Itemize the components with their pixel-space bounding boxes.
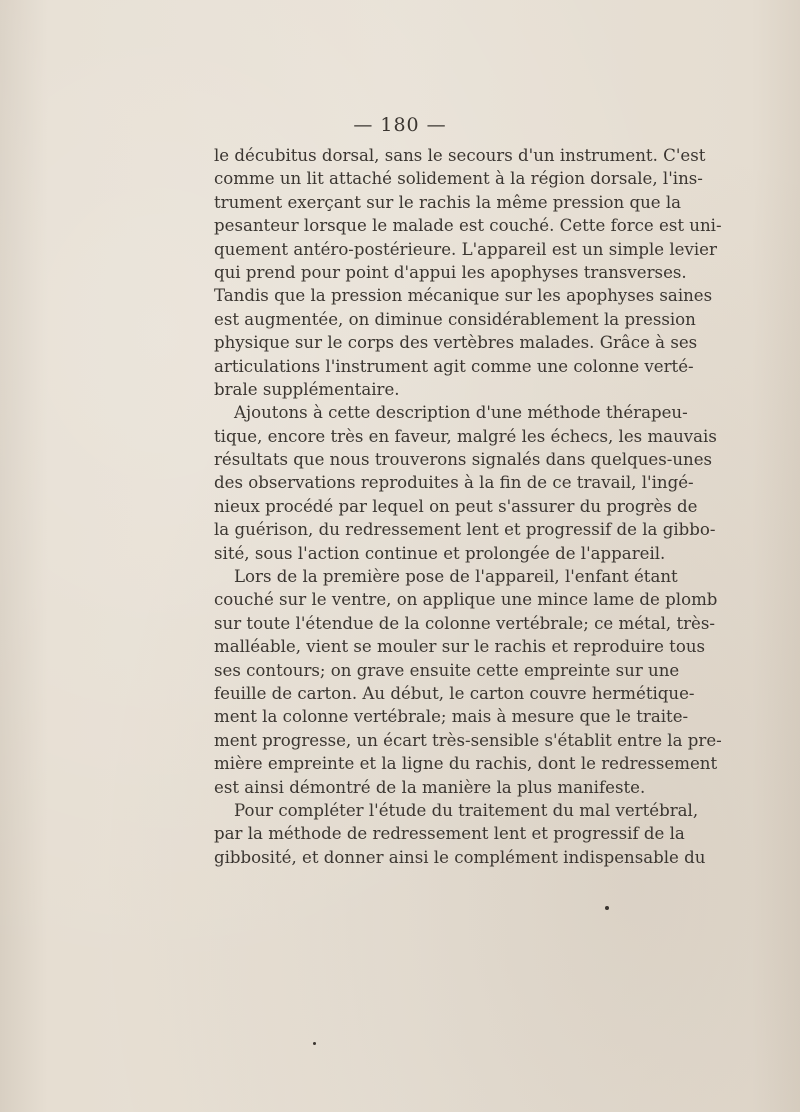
text-line: physique sur le corps des vertèbres malades. Grâce à ses <box>214 333 698 353</box>
text-line: qui prend pour point d'appui les apophyses transverses. <box>214 262 687 282</box>
text-line: le décubitus dorsal, sans le secours d'un instrument. C'est <box>214 146 706 165</box>
text-line: quement antéro-postérieure. L'appareil est un simple levier <box>214 239 717 259</box>
text-line: Ajoutons à cette description d'une méthode thérapeu- <box>234 403 688 423</box>
text-line: par la méthode de redressement lent et progressif de la <box>214 824 685 844</box>
text-line: sité, sous l'action continue et prolongée de l'appareil. <box>214 543 666 563</box>
body-text <box>214 144 722 869</box>
text-line: pesanteur lorsque le malade est couché. Cette force est uni- <box>214 216 722 236</box>
text-line: malléable, vient se mouler sur le rachis et reproduire tous <box>214 637 706 657</box>
text-line: ment la colonne vertébrale; mais à mesure que le traite- <box>214 707 689 727</box>
text-line: Lors de la première pose de l'appareil, l'enfant étant <box>234 567 678 587</box>
text-line: mière empreinte et la ligne du rachis, dont le redressement <box>214 754 718 774</box>
text-line: articulations l'instrument agit comme une colonne verté- <box>214 356 694 376</box>
page-number: — 180 — <box>353 114 447 136</box>
text-line: brale supplémentaire. <box>214 379 400 399</box>
text-line: des observations reproduites à la fin de ce travail, l'ingé- <box>214 473 694 493</box>
text-line: est augmentée, on diminue considérablement la pression <box>214 309 696 329</box>
text-line: résultats que nous trouverons signalés dans quelques-unes <box>214 450 713 470</box>
text-line: Tandis que la pression mécanique sur les apophyses saines <box>214 286 713 306</box>
text-line: trument exerçant sur le rachis la même pression que la <box>214 192 682 212</box>
text-line: gibbosité, et donner ainsi le complément indispensable du <box>214 847 706 867</box>
text-line: tique, encore très en faveur, malgré les échecs, les mauvais <box>214 426 717 446</box>
text-line: ses contours; on grave ensuite cette empreinte sur une <box>214 660 680 680</box>
ink-speck <box>313 1042 316 1045</box>
text-line: sur toute l'étendue de la colonne vertébrale; ce métal, très- <box>214 613 715 633</box>
ink-speck <box>605 906 609 910</box>
text-line: comme un lit attaché solidement à la région dorsale, l'ins- <box>214 169 703 189</box>
text-line: ment progresse, un écart très-sensible s'établit entre la pre- <box>214 730 722 750</box>
text-line: couché sur le ventre, on applique une mince lame de plomb <box>214 590 718 610</box>
text-line: nieux procédé par lequel on peut s'assurer du progrès de <box>214 496 698 516</box>
text-line: Pour compléter l'étude du traitement du mal vertébral, <box>234 800 699 820</box>
text-line: la guérison, du redressement lent et progressif de la gibbo- <box>214 520 716 540</box>
text-line: feuille de carton. Au début, le carton couvre hermétique- <box>214 683 695 703</box>
text-line: est ainsi démontré de la manière la plus manifeste. <box>214 777 646 797</box>
